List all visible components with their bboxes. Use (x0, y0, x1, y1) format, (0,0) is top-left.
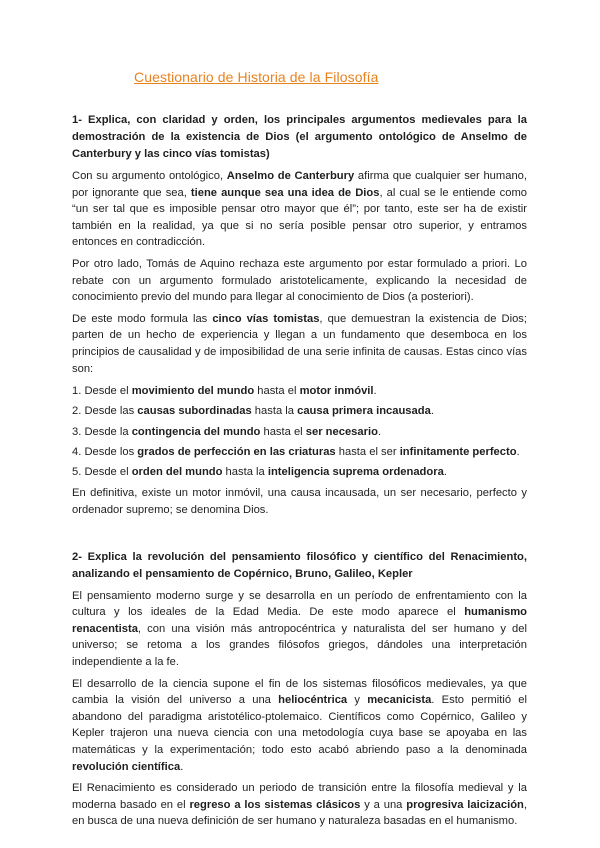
q1-paragraph-anselmo: Con su argumento ontológico, Anselmo de Canterbury afirma que cualquier ser humano, por ignorante que sea, tiene aunque sea una idea de Dios, al cual se le entiende como “un ser tal que es imposible pensar otro mayor que él”; por tanto, este ser ha de existir también en la realidad, ya que si no sería posible pensar otro superior, y entramos entonces en contradicción. (72, 170, 528, 249)
q2-paragraph-ciencia: El desarrollo de la ciencia supone el fin de los sistemas filosóficos medievales, ya que cambia la visión del universo a una heliocéntrica y mecanicista. Esto permitió el abandono del paradigma aristotélico-ptolemaico. Científicos como Copérnico, Galileo y Kepler trajeron una nueva ciencia con una metodología cuya base se apoyaba en las matemáticas y la experimentación; todo esto acabó abriendo paso a la denominada revolución científica. (72, 677, 527, 773)
document-page (72, 68, 527, 830)
list-item: 3. Desde la contingencia del mundo hasta el ser necesario. (72, 425, 382, 438)
list-item: 2. Desde las causas subordinadas hasta la causa primera incausada. (72, 405, 434, 418)
q1-paragraph-conclusion: En definitiva, existe un motor inmóvil, una causa incausada, un ser necesario, perfecto y ordenador supremo; se denomina Dios. (72, 487, 527, 517)
q2-paragraph-humanismo: El pensamiento moderno surge y se desarrolla en un período de enfrentamiento con la cultura y los ideales de la Edad Media. De este modo aparece el humanismo renacentista, con una visión más antropocéntrica y naturalista del ser humano y del universo; se retoma a los grandes filósofos griegos, dándoles una interpretación independiente a la fe. (72, 589, 527, 669)
q1-paragraph-aquino: Por otro lado, Tomás de Aquino rechaza este argumento por estar formulado a priori. Lo rebate con un argumento formulado aristotelicamente, explicando la necesidad de conocimiento previo del mundo para llegar al conocimiento de Dios (a posteriori). (72, 257, 527, 304)
q1-paragraph-cinco-vias: De este modo formula las cinco vías tomistas, que demuestran la existencia de Dios; parten de un hecho de experiencia y llegan a un fundamento que desemboca en los principios de causalidad y de imposibilidad de una serie infinita de causas. Estas cinco vías son: (72, 312, 527, 375)
question-1-heading: 1- Explica, con claridad y orden, los principales argumentos medievales para la demostración de la existencia de Dios (el argumento ontológico de Anselmo de Canterbury y las cinco vías tomistas) (72, 114, 527, 160)
q2-paragraph-transicion: El Renacimiento es considerado un periodo de transición entre la filosofía medieval y la moderna basado en el regreso a los sistemas clásicos y a una progresiva laicización, en busca de una nueva definición de ser humano y naturaleza basadas en el humanismo. (72, 782, 527, 828)
list-item: 5. Desde el orden del mundo hasta la inteligencia suprema ordenadora. (72, 465, 447, 478)
cinco-vias-list (72, 383, 527, 480)
question-2-heading: 2- Explica la revolución del pensamiento filosófico y científico del Renacimiento, analizando el pensamiento de Copérnico, Bruno, Galileo, Kepler (72, 550, 527, 580)
document-title: Cuestionario de Historia de la Filosofía (134, 69, 379, 85)
list-item: 1. Desde el movimiento del mundo hasta el motor inmóvil. (72, 385, 377, 398)
list-item: 4. Desde los grados de perfección en las criaturas hasta el ser infinitamente perfecto. (72, 445, 520, 458)
